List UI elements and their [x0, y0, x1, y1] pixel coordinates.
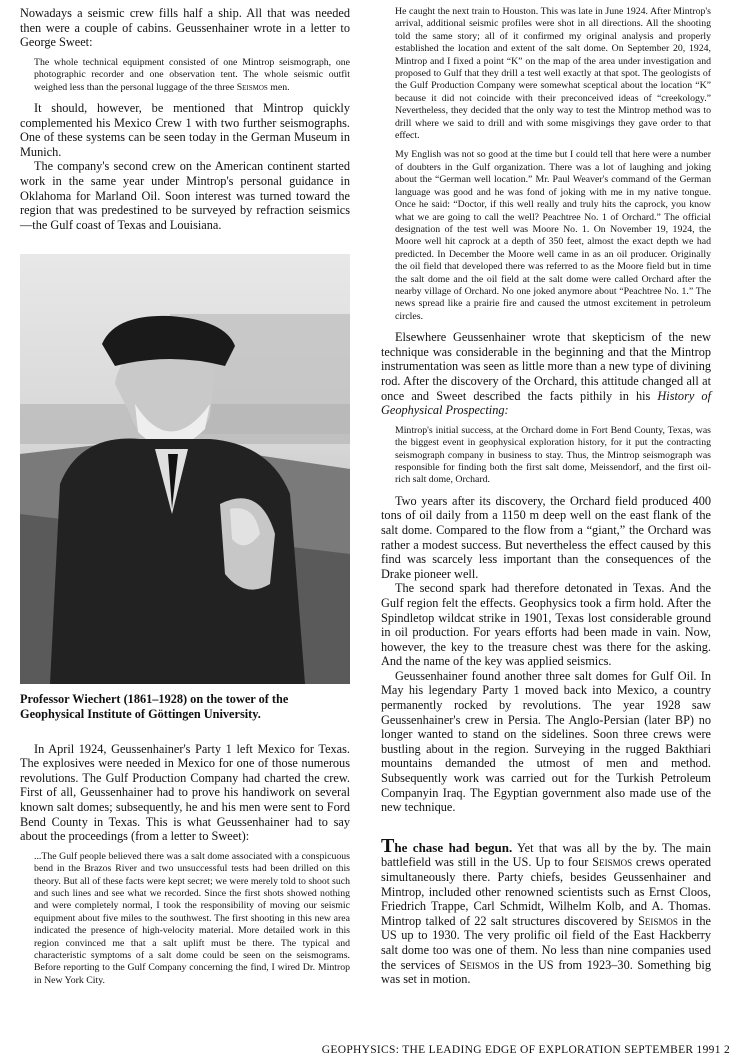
paragraph: Nowadays a seismic crew fills half a ship. All that was needed then were a couple of cabins. Geussenhainer wrote in a letter to George Sweet:	[20, 6, 350, 50]
block-quote: My English was not so good at the time but I could tell that here were a number of doubters in the Gulf organization. There was a lot of laughing and joking about the “German well location.” Mr. Paul Weaver's command of the German language was good and he was fond of joking with me in my native tongue. Once he said: “Doctor, if this well really and truly hits the caprock, you know what we are going to call the well? Peachtree No. 1 of Orchard.” The official designation of the test well was Moore No. 1. On November 19, 1924, the Moore well hit caprock at a depth of 350 feet, almost the exact depth we had predicted. In December the Moore well came in as an oil producer. Originally the oil field that developed there was referred to as the Moore field but in time the salt dome and the oil field at the salt dome were called Orchard after the nearby village of Orchard. No one joked anymore about “Peachtree No. 1.” The news spread like a prairie fire and caused the utmost excitement in petroleum circles.	[395, 149, 711, 322]
journal-name: GEOPHYSICS: THE LEADING EDGE OF EXPLORATION	[321, 1044, 622, 1056]
paragraph: It should, however, be mentioned that Mintrop quickly complemented his Mexico Crew 1 with two further seismographs. One of these systems can be seen today in the German Museum in Munich.	[20, 101, 350, 159]
paragraph: Two years after its discovery, the Orchard field produced 400 tons of oil daily from a 1150 m deep well on the east flank of the salt dome. Compared to the flow from a “giant,” the Orchard was rather a modest success. But nevertheless the effect caused by this find was scarcely less important than the consequences of the Drake pioneer well.	[381, 493, 711, 581]
paragraph: In April 1924, Geussenhainer's Party 1 left Mexico for Texas. The explosives were needed in Mexico for one of those numerous revolutions. The Gulf Production Company had charted the crew. First of all, Geussenhainer had to prove his handiwork on several known salt domes; subsequently, he and his men were sent to Ford Bend County in Texas. This is what Geussenhainer had to say about the proceedings (from a letter to Sweet):	[20, 741, 350, 844]
block-quote: ...The Gulf people believed there was a salt dome associated with a conspicuous bend in the Brazos River and two unsuccessful tests had been drilled on this theory. But all of these facts were kept secret; we were merely told to shoot such and such lines and see what we recorded. Since the first shots showed nothing and were completely normal, I took the responsibility of moving our seismic equipment about five miles to the southwest. The first shooting in this new area indicated the presence of high-velocity material. More detailed work in this region convinced me that a salt uplift must be there. The typical and characteristic symptoms of a salt dome could be seen on the seismograms. Before reporting to the Gulf Company concerning the find, I wired Dr. Mintrop in New York City.	[34, 850, 350, 986]
paragraph: Geussenhainer found another three salt domes for Gulf Oil. In May his legendary Party 1 moved back into Mexico, a country permanently rocked by revolutions. The year 1928 saw Geussenhainer's crew in Persia. The Anglo-Persian (later BP) no longer wanted to stand on the sidelines. Soon three crews were bustling about in the region. Surveying in the rugged Bakthiari mountains demanded the utmost of men and method. Subsequently work was carried out for the Turkish Petroleum Companyin Iraq. The Egyptian government also made use of the new technique.	[381, 668, 711, 815]
paragraph: Elsewhere Geussenhainer wrote that skepticism of the new technique was considerable in the beginning and that the Mintrop instrumentation was seen as little more than a new type of divining rod. After the discovery of the Orchard, this attitude changed all at once and Sweet described the facts pithily in his History of Geophysical Prospecting:	[381, 330, 711, 418]
block-quote: Mintrop's initial success, at the Orchard dome in Fort Bend County, Texas, was the biggest event in geophysical exploration history, for it put the contracting seismograph company in business to stay. Thus, the Mintrop seismograph was responsible for finding both the first salt dome, Meissendorf, and the first oil-rich salt dome, Orchard.	[395, 424, 711, 486]
block-quote: The whole technical equipment consisted of one Mintrop seismograph, one photographic recorder and one observation tent. The whole seismic outfit weighed less than the personal luggage of the three Seismos men.	[34, 56, 350, 93]
issue-date: SEPTEMBER 1991	[624, 1044, 721, 1056]
right-column	[381, 6, 711, 987]
block-quote: He caught the next train to Houston. This was late in June 1924. After Mintrop's arrival, additional seismic profiles were shot in all directions. All the shooting told the same story; all of it confirmed my original analysis and properly established the location and extent of the salt dome. On September 20, 1924, Mintrop and I fixed a point “K” on the map of the area under investigation and proposed to Gulf that they drill a test well exactly at that spot. The geologists of the Gulf Production Company were somewhat sceptical about the location “K” because it did not coincide with their preconceived ideas of “creekology.” Nevertheless, they decided that the only way to test the Mintrop method was to drill where we said to drill and with some misgivings they gave order to that effect.	[395, 6, 711, 142]
photo-illustration	[20, 254, 350, 684]
paragraph: The second spark had therefore detonated in Texas. And the Gulf region felt the effects. Geophysics took a firm hold. After the Spindletop wildcat strike in 1901, Texas lost considerable ground in oil production. For years efforts had been made in vain. Now, however, the key to the treasure chest was there for the asking. And the name of the key was applied seismics.	[381, 581, 711, 669]
section-lead-paragraph: The chase had begun. Yet that was all by the by. The main battlefield was still in the US. Up to four Seismos crews operated simultaneously there. Party chiefs, besides Geussenhainer and Mintrop, included other renowned scientists such as Ernst Cloos, Friedrich Trappe, Carl Schmidt, Wilhelm Kolb, and A. Thomas. Mintrop talked of 22 salt structures discovered by Seismos in the US up to 1930. The very prolific oil field of the East Hackberry salt dome too was one of them. No less than nine companies used the services of Seismos in the US from 1923–30. Something big was set in motion.	[381, 834, 711, 987]
photo-caption: Professor Wiechert (1861–1928) on the tower of the Geophysical Institute of Göttingen University.	[20, 692, 289, 721]
page-number: 2	[723, 1044, 730, 1056]
page-footer	[300, 1044, 730, 1056]
section-lead: he chase had begun.	[394, 839, 513, 855]
drop-cap: T	[381, 834, 395, 857]
paragraph: The company's second crew on the American continent started work in the same year under Mintrop's personal guidance in Oklahoma for Marland Oil. Soon interest was turned toward the region that was predestined to be surveyed by refraction seismics—the Gulf coast of Texas and Louisiana.	[20, 159, 350, 232]
photo-professor-wiechert	[20, 254, 350, 684]
left-column	[20, 6, 350, 994]
